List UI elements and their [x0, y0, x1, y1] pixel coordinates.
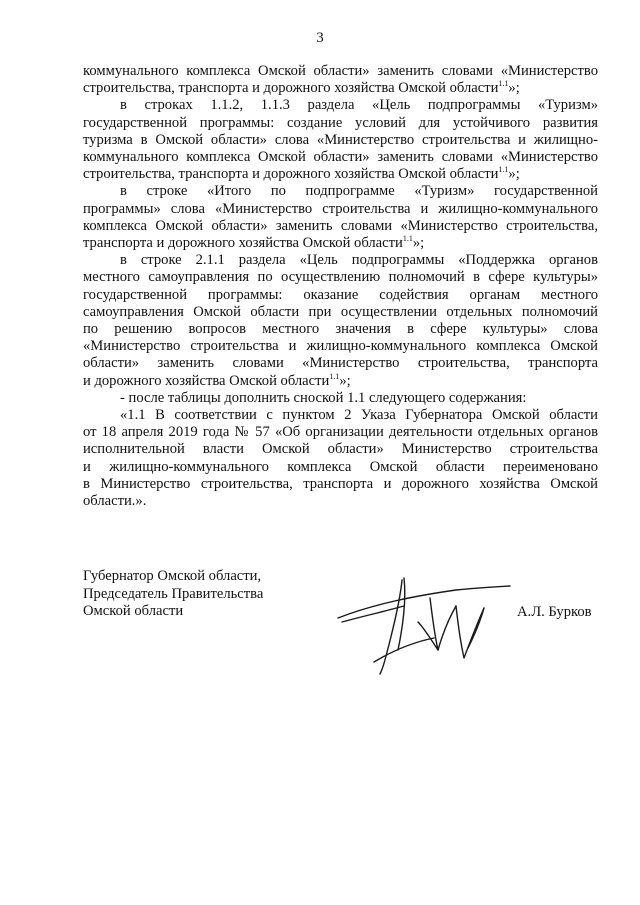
- signer-name: А.Л. Бурков: [517, 604, 592, 620]
- footnote-ref: 1.1: [498, 165, 509, 175]
- signatory-title: [83, 568, 263, 621]
- text-line: и дорожного хозяйства Омской области$^{1.1}$»;: [83, 371, 351, 389]
- text-line: и жилищно-коммунального комплекса Омской области переименовано: [83, 458, 598, 475]
- footnote-ref: 1.1: [402, 234, 413, 244]
- text-line: - после таблицы дополнить сноской 1.1 следующего содержания:: [120, 389, 527, 406]
- text-line: исполнительной власти Омской области» Министерство строительства: [83, 441, 598, 458]
- text-line: в строках 1.1.2, 1.1.3 раздела «Цель подпрограммы «Туризм»: [120, 97, 598, 114]
- text-line: местного самоуправления по осуществлению полномочий в сфере культуры»: [83, 269, 598, 286]
- text-line: области.».: [83, 493, 147, 510]
- text-line: в Министерство строительства, транспорта и дорожного хозяйства Омской: [83, 475, 598, 492]
- signatory-title-line: Председатель Правительства: [83, 585, 264, 602]
- document-body: [83, 63, 598, 510]
- footnote-ref: 1.1: [329, 371, 340, 381]
- text-line: области» заменить словами «Министерство строительства, транспорта: [83, 355, 598, 372]
- text-line: государственной программы: создание условий для устойчивого развития: [83, 114, 598, 131]
- text-line: комплекса Омской области» заменить словами «Министерство строительства,: [83, 217, 598, 234]
- text-line: государственной программы: оказание содействия органам местного: [83, 286, 598, 303]
- footnote-ref: 1.1: [498, 79, 509, 89]
- text-line: по решению вопросов местного значения в сфере культуры» слова: [83, 321, 598, 338]
- text-line: в строке 2.1.1 раздела «Цель подпрограммы «Поддержка органов: [120, 252, 598, 269]
- text-line: туризма в Омской области» слова «Министерство строительства и жилищно-: [83, 131, 598, 148]
- text-line: транспорта и дорожного хозяйства Омской области$^{1.1}$»;: [83, 234, 425, 252]
- signatory-title-line: Губернатор Омской области,: [83, 568, 262, 584]
- text-line: программы» слова «Министерство строительства и жилищно-коммунального: [83, 200, 598, 217]
- text-line: строительства, транспорта и дорожного хозяйства Омской области$^{1.1}$»;: [83, 165, 520, 183]
- text-line: коммунального комплекса Омской области» заменить словами «Министерство: [83, 149, 598, 166]
- text-line: коммунального комплекса Омской области» заменить словами «Министерство: [83, 63, 598, 79]
- text-line: самоуправления Омской области при осуществлении отдельных полномочий: [83, 303, 598, 320]
- text-line: «1.1 В соответствии с пунктом 2 Указа Губернатора Омской области: [120, 407, 598, 424]
- text-line: строительства, транспорта и дорожного хозяйства Омской области$^{1.1}$»;: [83, 79, 520, 97]
- text-line: «Министерство строительства и жилищно-коммунального комплекса Омской: [83, 338, 598, 355]
- text-line: от 18 апреля 2019 года № 57 «Об организации деятельности отдельных органов: [83, 424, 598, 441]
- page-number: 3: [316, 30, 324, 46]
- text-line: в строке «Итого по подпрограмме «Туризм» государственной: [120, 183, 598, 200]
- signatory-title-line: Омской области: [83, 603, 184, 619]
- handwritten-signature: [334, 566, 514, 676]
